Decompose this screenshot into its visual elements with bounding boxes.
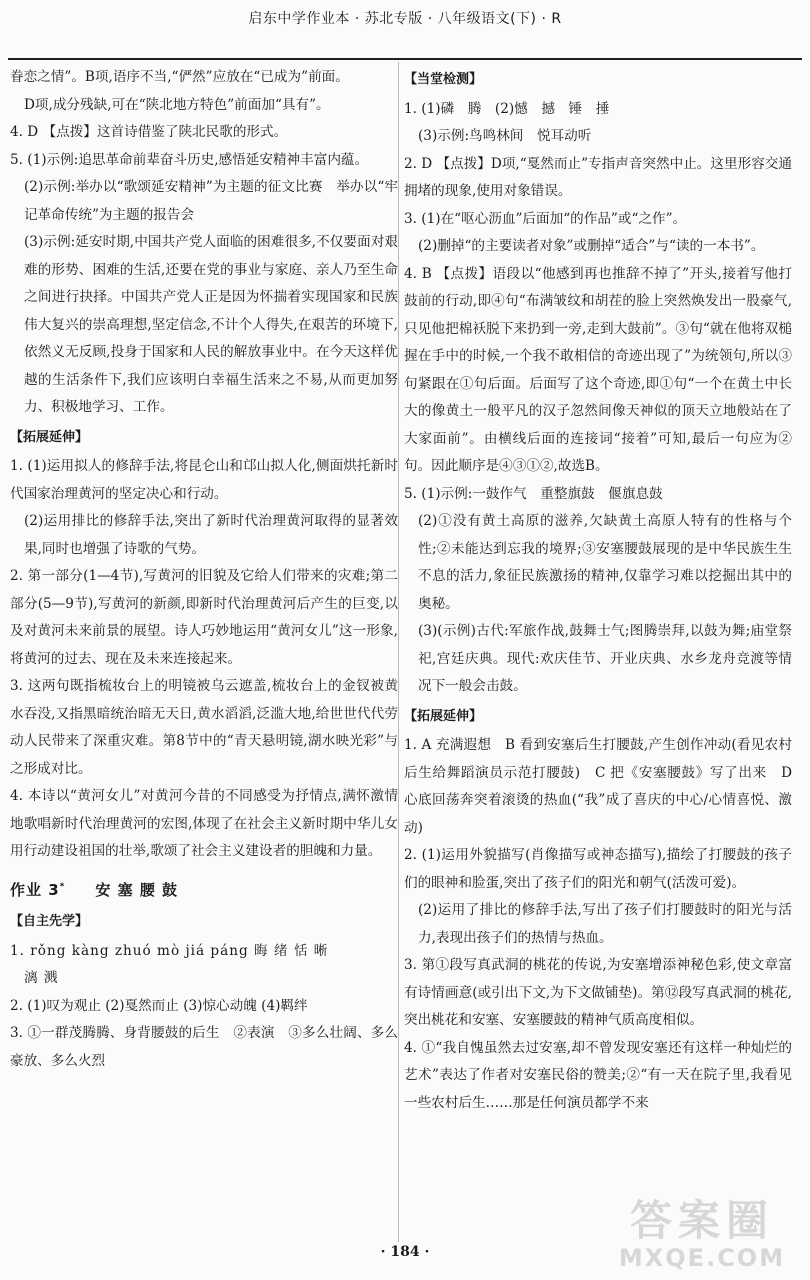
left-column — [10, 64, 398, 1244]
header-rule — [8, 58, 802, 60]
running-header: 启东中学作业本 · 苏北专版 · 八年级语文(下) · R — [248, 11, 562, 27]
answer-paragraph: (2)删掉“的主要读者对象”或删掉“适合”与“读的一本书”。 — [418, 238, 765, 254]
watermark-text: 答案圈 — [629, 1196, 774, 1245]
answer-paragraph: 5. (1)示例:追思革命前辈奋斗历史,感悟延安精神丰富内蕴。 — [10, 151, 369, 168]
answer-paragraph: (3)示例:鸟鸣林间 悦耳动听 — [418, 128, 592, 144]
answer-paragraph: (2)运用排比的修辞手法,突出了新时代治理黄河取得的显著效果,同时也增强了诗歌的气势。 — [24, 513, 398, 557]
lesson-title — [10, 874, 398, 905]
answer-paragraph: 1. (1)运用拟人的修辞手法,将昆仑山和邙山拟人化,侧面烘托新时代国家治理黄河的坚定决心和行动。 — [10, 458, 398, 502]
answer-paragraph: 2. (1)运用外貌描写(肖像描写或神态描写),描绘了打腰鼓的孩子们的眼神和脸蛋,突出了孩子们的阳光和朝气(活泼可爱)。 — [404, 847, 792, 891]
watermark-logo — [602, 1198, 802, 1278]
section-heading-extension: 【拓展延伸】 — [404, 708, 483, 724]
answer-paragraph: D项,成分残缺,可在“陕北地方特色”前面加“具有”。 — [24, 96, 330, 113]
column-divider — [398, 62, 399, 1242]
answer-paragraph: 3. ①一群茂腾腾、身背腰鼓的后生 ②表演 ③多么壮阔、多么豪放、多么火烈 — [10, 1025, 398, 1069]
answer-paragraph: 2. 第一部分(1—4节),写黄河的旧貌及它给人们带来的灾难;第二部分(5—9节),写黄河的新颜,即新时代治理黄河后产生的巨变,以及对黄河未来前景的展望。诗人巧妙地运用“黄河女儿”这一形象,将黄河的过去、现在及未来连接起来。 — [10, 568, 398, 667]
section-heading-self-study: 【自主先学】 — [10, 914, 89, 929]
answer-paragraph: 1. (1)磷 腾 (2)憾 撼 锤 捶 — [404, 100, 610, 117]
answer-paragraph: 4. 本诗以“黄河女儿”对黄河今昔的不同感受为抒情点,满怀激情地歌唱新时代治理黄河的宏图,体现了在社会主义新时期中华儿女用行动建设祖国的壮举,歌颂了社会主义建设者的胆魄和力量。 — [10, 788, 398, 859]
answer-paragraph: 4. D 【点拨】这首诗借鉴了陕北民歌的形式。 — [10, 124, 288, 140]
lesson-mark: * — [59, 881, 66, 892]
answer-paragraph: (2)运用了排比的修辞手法,写出了孩子们打腰鼓时的阳光与活力,表现出孩子们的热情与热血。 — [418, 902, 792, 946]
answer-paragraph: 4. B 【点拨】语段以“他感到再也推辞不掉了”开头,接着写他打鼓前的行动,即④句“布满皱纹和胡茬的脸上突然焕发出一股豪气,只见他把棉袄脱下来扔到一旁,走到大鼓前”。③句“就在他将双槌握在手中的时候,一个我不敢相信的奇迹出现了”为统领句,所以③句紧跟在①句后面。后面写了这个奇迹,即①句“一个在黄土中长大的像黄土一般平凡的汉子忽然间像天神似的顶天立地般站在了大家面前”。由横线后面的连接词“接着”可知,最后一句应为②句。因此顺序是④③①②,故选B。 — [404, 265, 792, 474]
answer-paragraph: 3. 这两句既指梳妆台上的明镜被乌云遮盖,梳妆台上的金钗被黄水吞没,又指黑暗统治暗无天日,黄水滔滔,泛滥大地,给世世代代劳动人民带来了深重灾难。第8节中的“青天悬明镜,湖水映光彩”与之形成对比。 — [10, 678, 398, 777]
right-column — [404, 64, 792, 1244]
answer-paragraph: 眷恋之情”。B项,语序不当,“俨然”应放在“已成为”前面。 — [10, 69, 349, 85]
answer-paragraph: 3. (1)在“呕心沥血”后面加“的作品”或“之作”。 — [404, 210, 687, 227]
section-heading-extension: 【拓展延伸】 — [10, 429, 89, 445]
answer-paragraph: 1. A 充满遐想 B 看到安塞后生打腰鼓,产生创作冲动(看见农村后生给舞蹈演员示范打腰鼓) C 把《安塞腰鼓》写了出来 D 心底回荡奔突着滚烫的热血(“我”成了喜庆的中心/心情喜悦、激动) — [404, 737, 792, 836]
answer-paragraph: 3. 第①段写真武洞的桃花的传说,为安塞增添神秘色彩,使文章富有诗情画意(或引出下文,为下文做铺垫)。第⑫段写真武洞的桃花,突出桃花和安塞、安塞腰鼓的精神气质高度相似。 — [404, 957, 792, 1028]
answer-paragraph: 1. rǒng kàng zhuó mò jiá páng 晦 绪 恬 晰 — [10, 942, 329, 959]
answer-paragraph: 2. (1)叹为观止 (2)戛然而止 (3)惊心动魄 (4)羁绊 — [10, 997, 308, 1014]
lesson-name: 安 塞 腰 鼓 — [95, 880, 179, 899]
answer-paragraph: (3)示例:延安时期,中国共产党人面临的困难很多,不仅要面对艰难的形势、困难的生活,还要在党的事业与家庭、亲人乃至生命之间进行抉择。中国共产党人正是因为怀揣着实现国家和民族伟大复兴的崇高理想,坚定信念,不计个人得失,在艰苦的环境下,依然义无反顾,投身于国家和人民的解放事业中。在今天这样优越的生活条件下,我们应该明白幸福生活来之不易,从而更加努力、积极地学习、工作。 — [24, 234, 398, 415]
answer-paragraph: (3)(示例)古代:军旅作战,鼓舞士气;图腾崇拜,以鼓为舞;庙堂祭祀,宫廷庆典。现代:欢庆佳节、开业庆典、水乡龙舟竞渡等情况下一般会击鼓。 — [418, 623, 792, 694]
answer-paragraph: (2)①没有黄土高原的滋养,欠缺黄土高原人特有的性格与个性;②未能达到忘我的境界;③安塞腰鼓展现的是中华民族生生不息的活力,象征民族激扬的精神,仅靠学习难以挖掘出其中的奥秘。 — [418, 513, 792, 612]
answer-paragraph: (2)示例:举办以“歌颂延安精神”为主题的征文比赛 举办以“牢记革命传统”为主题的报告会 — [24, 179, 398, 223]
section-heading-class-check: 【当堂检测】 — [404, 72, 483, 87]
page-number: · 184 · — [380, 1244, 430, 1260]
lesson-number: 作业 3 — [10, 880, 60, 899]
answer-paragraph: 4. ①“我自愧虽然去过安塞,却不曾发现安塞还有这样一种灿烂的艺术”表达了作者对安塞民俗的赞美;②“有一天在院子里,我看见一些农村后生……那是任何演员都学不来 — [404, 1039, 792, 1111]
answer-paragraph: 漓 溅 — [24, 970, 59, 986]
answer-paragraph: 5. (1)示例:一鼓作气 重整旗鼓 偃旗息鼓 — [404, 485, 663, 502]
answer-paragraph: 2. D 【点拨】D项,“戛然而止”专指声音突然中止。这里形容交通拥堵的现象,使用对象错误。 — [404, 155, 792, 199]
watermark-url: MXQE.COM — [618, 1244, 786, 1272]
